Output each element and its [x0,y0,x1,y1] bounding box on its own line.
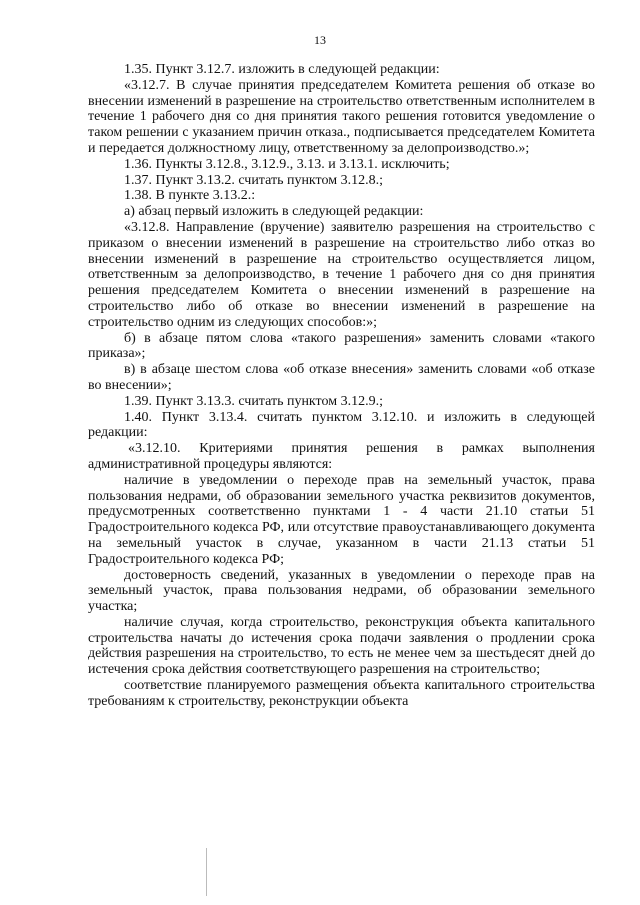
paragraph-b: б) в абзаце пятом слова «такого разрешения» заменить словами «такого приказа»; [88,330,595,362]
paragraph-3-12-10: «3.12.10. Критериями принятия решения в рамках выполнения административной процедуры являются: [88,441,595,472]
paragraph-1-39: 1.39. Пункт 3.13.3. считать пунктом 3.12.9.; [124,393,383,409]
paragraph-criterion-3: наличие случая, когда строительство, реконструкция объекта капитального строительства начаты до истечения срока подачи заявления о продлении срока действия разрешения на строительство, то есть не менее чем за шестьдесят дней до истечения срока действия соответствующего разрешения на строительство; [88,614,595,678]
paragraph-3-12-8: «3.12.8. Направление (вручение) заявителю разрешения на строительство с приказом о внесении изменений в разрешение на строительство либо отказ во внесении изменений в разрешение на строительство осуществляется лицом, ответственным за делопроизводство, в течение 1 рабочего дня со дня принятия решения председателем Комитета о внесении изменений в разрешение на строительство либо об отказе во внесении изменений в разрешение на строительство одним из следующих способов:»; [88,219,595,330]
document-body [88,62,595,710]
paragraph-3-12-7: «3.12.7. В случае принятия председателем Комитета решения об отказе во внесении изменений в разрешение на строительство ответственным исполнителем в течение 1 рабочего дня со дня принятия такого решения готовится уведомление о таком решении с указанием причин отказа., подписывается председателем Комитета и передается должностному лицу, ответственному за делопроизводство.»; [88,77,595,156]
paragraph-v: в) в абзаце шестом слова «об отказе внесения» заменить словами «об отказе во внесении»; [88,362,595,393]
paragraph-1-40: 1.40. Пункт 3.13.4. считать пунктом 3.12.10. и изложить в следующей редакции: [88,409,595,441]
paragraph-1-37: 1.37. Пункт 3.13.2. считать пунктом 3.12.8.; [124,172,383,188]
paragraph-criterion-4: соответствие планируемого размещения объекта капитального строительства требованиям к строительству, реконструкции объекта [88,678,595,709]
paragraph-1-36: 1.36. Пункты 3.12.8., 3.12.9., 3.13. и 3.13.1. исключить; [124,156,450,172]
paragraph-a: а) абзац первый изложить в следующей редакции: [124,204,424,220]
paragraph-criterion-1: наличие в уведомлении о переходе прав на земельный участок, права пользования недрами, об образовании земельного участка реквизитов документов, предусмотренных соответственно пунктами 1 - 4 части 21.10 статьи 51 Градостроительного кодекса РФ, или отсутствие правоустанавливающего документа на земельный участок в случае, указанном в части 21.13 статьи 51 Градостроительного кодекса РФ; [88,472,595,567]
page-number: 13 [314,33,326,47]
paragraph-1-35: 1.35. Пункт 3.12.7. изложить в следующей редакции: [124,62,440,77]
paragraph-1-38: 1.38. В пункте 3.13.2.: [124,188,256,204]
margin-line [206,848,207,896]
paragraph-criterion-2: достоверность сведений, указанных в уведомлении о переходе прав на земельный участок, права пользования недрами, об образовании земельного участка; [88,567,595,615]
